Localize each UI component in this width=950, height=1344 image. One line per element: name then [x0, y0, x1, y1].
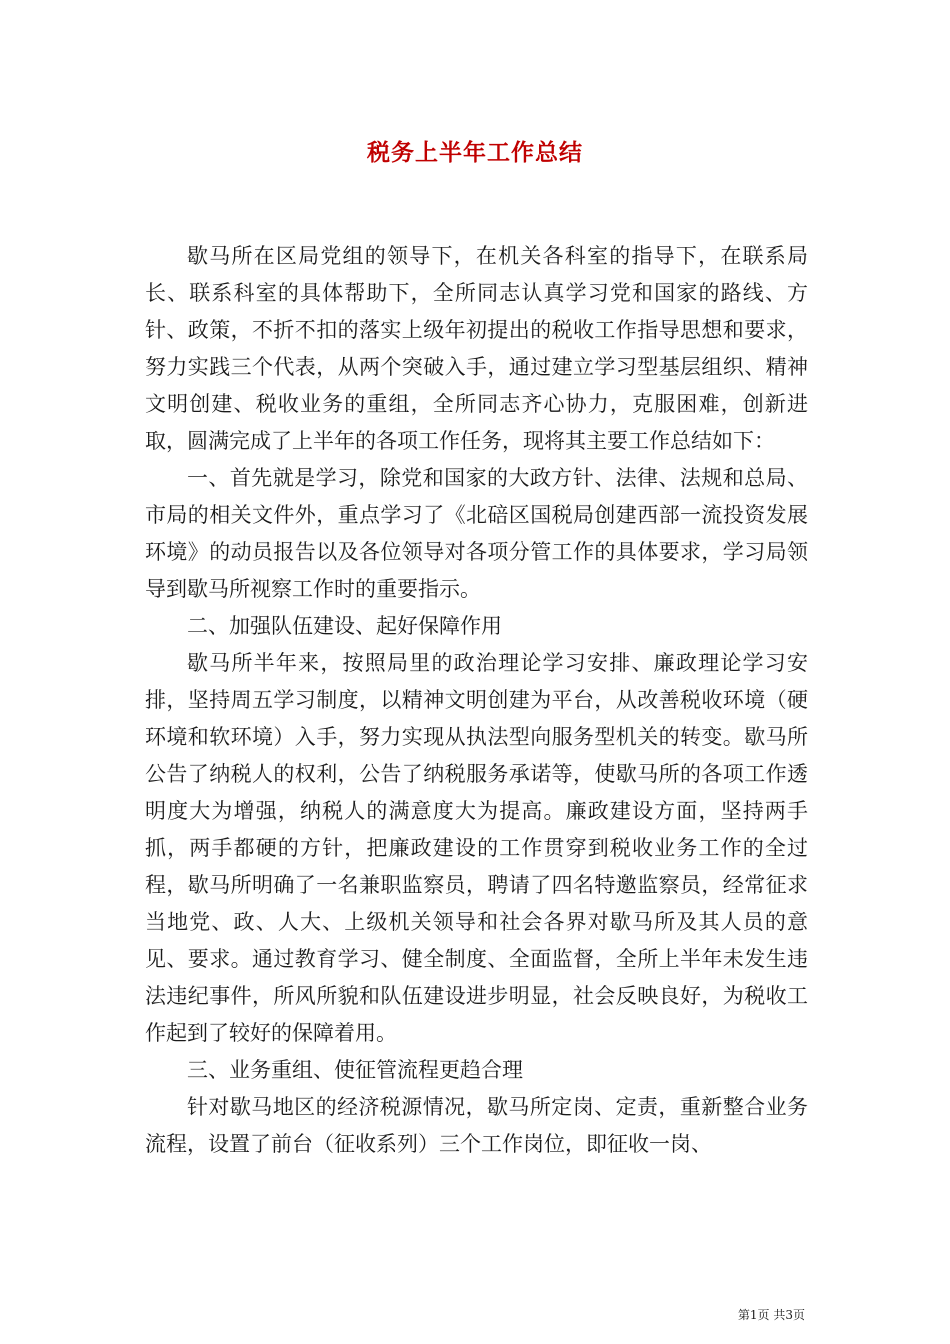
section-two-paragraph: 歇马所半年来，按照局里的政治理论学习安排、廉政理论学习安排，坚持周五学习制度，以精神文明创建为平台，从改善税收环境（硬环境和软环境）入手，努力实现从执法型向服务型机关的转变。歇马所公告了纳税人的权利，公告了纳税服务承诺等，使歇马所的各项工作透明度大为增强，纳税人的满意度大为提高。廉政建设方面，坚持两手抓，两手都硬的方针，把廉政建设的工作贯穿到税收业务工作的全过程，歇马所明确了一名兼职监察员，聘请了四名特邀监察员，经常征求当地党、政、人大、上级机关领导和社会各界对歇马所及其人员的意见、要求。通过教育学习、健全制度、全面监督，全所上半年未发生违法违纪事件，所风所貌和队伍建设进步明显，社会反映良好，为税收工作起到了较好的保障着用。	[145, 651, 808, 1045]
intro-paragraph: 歇马所在区局党组的领导下，在机关各科室的指导下，在联系局长、联系科室的具体帮助下，全所同志认真学习党和国家的路线、方针、政策，不折不扣的落实上级年初提出的税收工作指导思想和要求，努力实践三个代表，从两个突破入手，通过建立学习型基层组织、精神文明创建、税收业务的重组，全所同志齐心协力，克服困难，创新进取，圆满完成了上半年的各项工作任务，现将其主要工作总结如下：	[145, 244, 808, 453]
section-one-paragraph: 一、首先就是学习，除党和国家的大政方针、法律、法规和总局、市局的相关文件外，重点学习了《北碚区国税局创建西部一流投资发展环境》的动员报告以及各位领导对各项分管工作的具体要求，学习局领导到歇马所视察工作时的重要指示。	[145, 466, 808, 601]
document-title: 税务上半年工作总结	[367, 139, 583, 166]
section-three-heading: 三、业务重组、使征管流程更趋合理	[187, 1058, 523, 1082]
section-two-heading: 二、加强队伍建设、起好保障作用	[187, 614, 502, 638]
page-number: 第1页 共3页	[737, 1308, 805, 1322]
section-three-paragraph: 针对歇马地区的经济税源情况，歇马所定岗、定责，重新整合业务流程，设置了前台（征收系列）三个工作岗位，即征收一岗、	[145, 1095, 808, 1156]
document-body	[145, 238, 808, 1163]
